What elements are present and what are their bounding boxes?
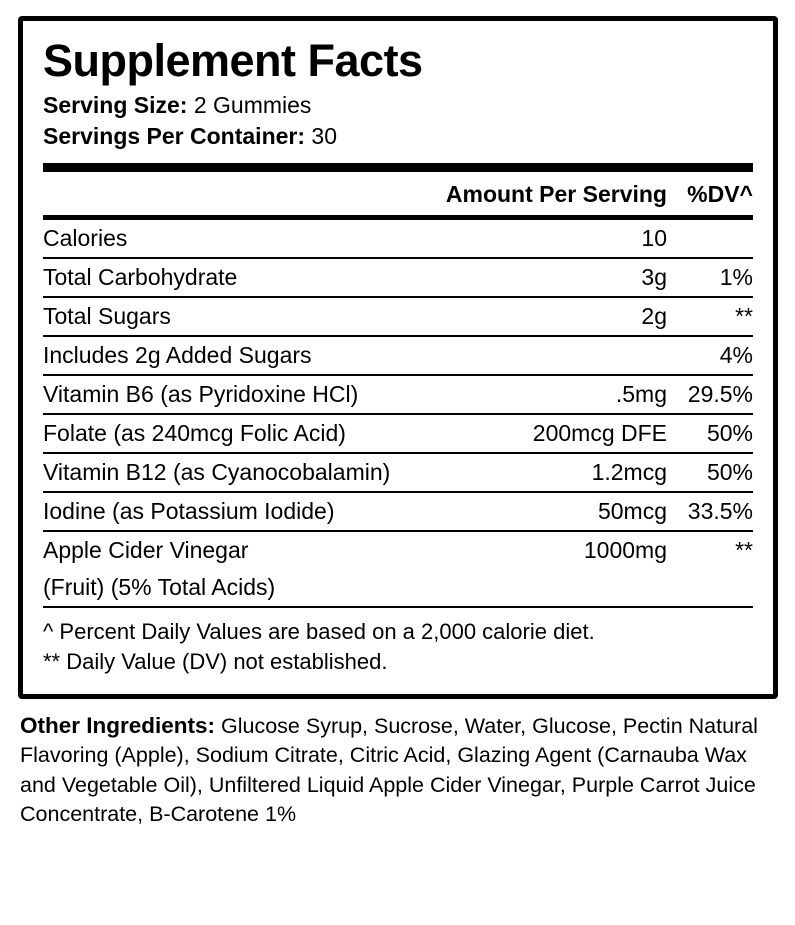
row-dv: 29.5%	[667, 375, 753, 414]
row-dv: **	[735, 536, 753, 563]
footnote-dv-not-established: ** Daily Value (DV) not established.	[43, 649, 388, 675]
row-dv: 33.5%	[667, 492, 753, 531]
table-row	[43, 220, 753, 258]
other-ingredients-label: Other Ingredients:	[20, 712, 216, 738]
row-amount: 200mcg DFE	[493, 414, 667, 453]
serving-size-label: Serving Size:	[43, 92, 188, 119]
header-amount-per-serving: Amount Per Serving	[445, 180, 667, 207]
row-name: Vitamin B6 (as Pyridoxine HCl)	[43, 375, 493, 414]
row-name: Calories	[43, 220, 493, 258]
row-name: Apple Cider Vinegar	[43, 536, 249, 563]
table-row	[43, 492, 753, 531]
serving-size-line	[43, 90, 753, 120]
table-row	[43, 258, 753, 297]
row-amount: 1.2mcg	[493, 453, 667, 492]
row-amount: 1000mg	[583, 536, 667, 563]
table-row	[43, 569, 753, 607]
row-name: (Fruit) (5% Total Acids)	[43, 569, 493, 607]
row-dv: 50%	[667, 453, 753, 492]
row-dv: 1%	[667, 258, 753, 297]
table-row	[43, 336, 753, 375]
row-amount: .5mg	[493, 375, 667, 414]
row-dv: 50%	[667, 414, 753, 453]
other-ingredients	[18, 699, 777, 829]
serving-size-value: 2 Gummies	[193, 92, 312, 119]
table-row	[43, 297, 753, 336]
row-name: Vitamin B12 (as Cyanocobalamin)	[43, 453, 493, 492]
table-row	[43, 531, 753, 569]
table-row	[43, 375, 753, 414]
table-row	[43, 453, 753, 492]
divider-thick-top	[43, 163, 753, 172]
row-amount	[493, 569, 667, 607]
other-ingredients-text: Glucose Syrup, Sucrose, Water, Glucose, Pectin Natural Flavoring (Apple), Sodium Citrate, Citric Acid, Glazing Agent (Carnauba Wax and Vegetable Oil), Unfiltered Liquid Apple Cider Vinegar, Purple Carrot Juice Concentrate, B-Carotene 1%	[20, 713, 758, 826]
row-amount: 50mcg	[493, 492, 667, 531]
page-title: Supplement Facts	[43, 35, 423, 86]
row-name: Iodine (as Potassium Iodide)	[43, 492, 493, 531]
table-header-row	[43, 172, 753, 215]
row-amount: 2g	[493, 297, 667, 336]
header-percent-dv: %DV^	[687, 180, 753, 207]
row-dv: 4%	[667, 336, 753, 375]
row-amount: 10	[493, 220, 667, 258]
servings-per-container-value: 30	[311, 122, 338, 149]
row-dv	[667, 569, 753, 607]
nutrition-rows	[43, 220, 753, 608]
supplement-facts-panel	[18, 16, 778, 699]
row-dv: **	[667, 297, 753, 336]
table-row	[43, 414, 753, 453]
row-dv	[667, 220, 753, 258]
nutrition-table	[43, 172, 753, 215]
row-amount	[493, 336, 667, 375]
row-amount: 3g	[493, 258, 667, 297]
servings-per-container-label: Servings Per Container:	[43, 122, 306, 149]
row-name: Total Carbohydrate	[43, 258, 493, 297]
footnote-percent-dv: ^ Percent Daily Values are based on a 2,000 calorie diet.	[43, 618, 595, 644]
servings-per-container-line	[43, 121, 753, 151]
row-name: Folate (as 240mcg Folic Acid)	[43, 414, 493, 453]
footnotes	[43, 608, 753, 678]
row-name: Total Sugars	[43, 297, 493, 336]
row-name: Includes 2g Added Sugars	[43, 336, 493, 375]
